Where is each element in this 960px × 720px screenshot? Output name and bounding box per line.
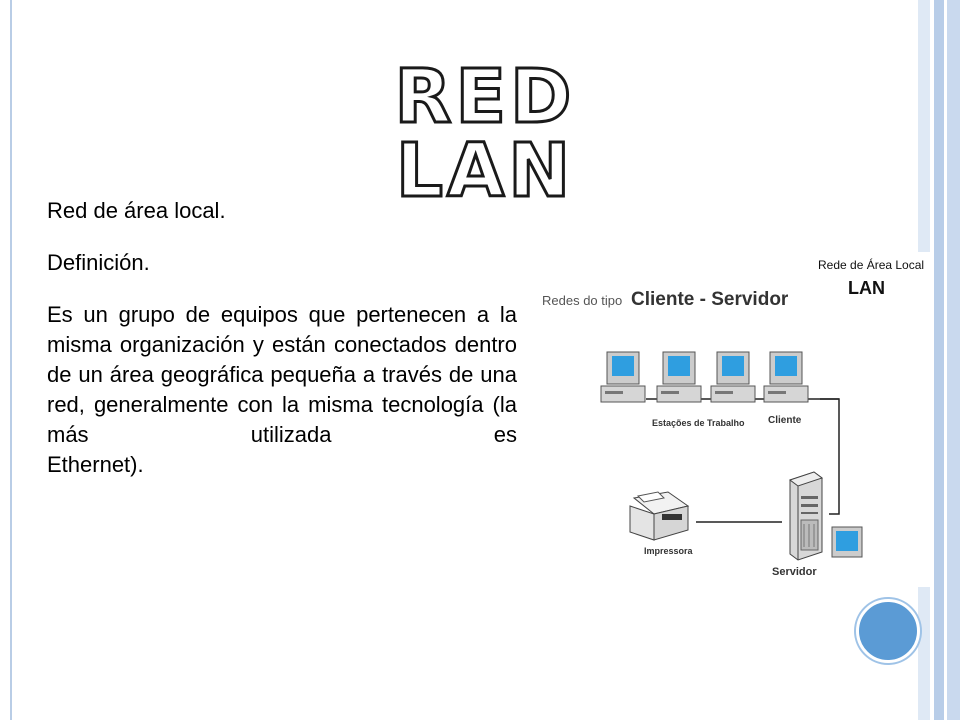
- workstation-icon: [601, 352, 645, 402]
- definition-body-text: Es un grupo de equipos que pertenecen a la misma organización y están conectados dentro de un área geográfica pequeña a través de una red, generalmente con la misma tecnología (la más utilizada es: [47, 302, 517, 447]
- subtitle: Red de área local.: [47, 198, 226, 223]
- server-icon: [790, 472, 822, 560]
- lan-label-line1: Rede de Área Local: [818, 258, 925, 272]
- client-computer-icon: [764, 352, 808, 402]
- left-frame-border: [0, 0, 12, 720]
- server-label: Servidor: [772, 566, 817, 578]
- slide-title: RED LAN: [394, 54, 576, 214]
- definition-body: [47, 300, 517, 480]
- lan-label-line2: LAN: [848, 278, 885, 298]
- definition-heading: Definición.: [47, 250, 150, 275]
- workstation-icon: [657, 352, 701, 402]
- lan-diagram: [528, 252, 930, 587]
- server-monitor-icon: [832, 527, 862, 557]
- diagram-header-bold: Cliente - Servidor: [631, 289, 789, 310]
- workstation-icon: [711, 352, 755, 402]
- client-label: Cliente: [768, 415, 802, 426]
- workstations-label: Estações de Trabalho: [652, 418, 745, 428]
- diagram-header: Redes do tipo: [542, 293, 623, 308]
- decorative-circle: [856, 599, 920, 663]
- printer-label: Impressora: [644, 546, 693, 556]
- slide-body: [47, 196, 517, 502]
- definition-last-line: Ethernet).: [47, 452, 144, 477]
